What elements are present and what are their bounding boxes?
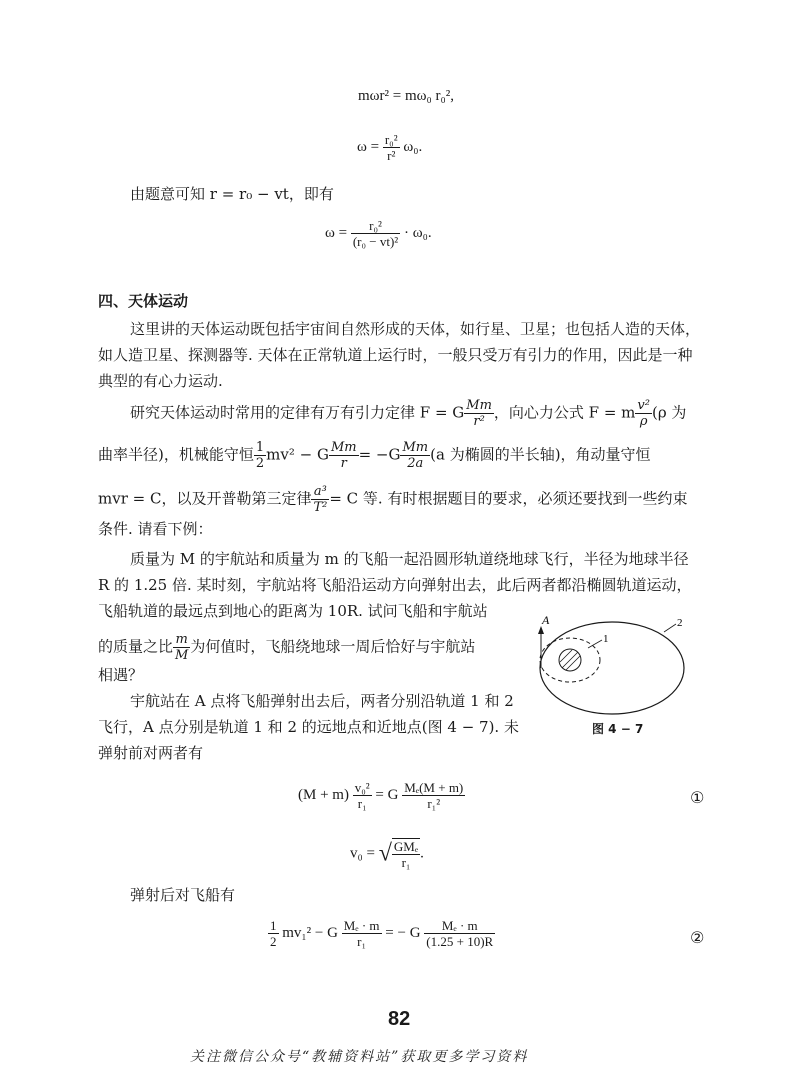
fraction-denominator: 2 [255,456,265,471]
fraction-numerator: a³ [311,484,329,500]
intro-line-1: 这里讲的天体运动既包括宇宙间自然形成的天体，如行星、卫星；也包括人造的天体， [130,320,701,338]
leader-2 [664,624,676,632]
label-1: 1 [603,633,609,645]
fraction-numerator: r₀² [351,218,400,234]
equation-1 [298,780,465,811]
fraction-numerator: 1 [255,440,265,455]
problem-line-3: 飞船轨道的最远点到地心的距离为 10R. 试问飞船和宇航站 [98,602,488,620]
equation-tag-1: ① [690,788,705,807]
fraction-numerator: GMₑ [393,839,419,854]
text: = −G [358,445,401,464]
fraction [424,918,495,949]
problem-line-5: 相遇？ [98,666,144,684]
fraction-numerator: v² [637,398,650,413]
fraction-denominator: M [175,648,189,663]
fraction-numerator: Mₑ(M + m) [404,780,464,795]
eq-end: . [420,845,424,862]
fraction-mass-ratio [173,632,190,663]
fraction-denominator: 2 [270,934,277,949]
fraction-sqrt [392,838,420,870]
text: (ρ 为 [651,403,687,422]
solution-line-3: 弹射前对两者有 [98,744,204,762]
eq-lhs: v₀ = [350,845,375,862]
problem-line-4 [98,632,475,663]
text: 为何值时，飞船绕地球一周后恰好与宇航站 [190,637,476,656]
orbit-figure [530,610,700,720]
fraction-gravity [464,398,494,429]
eq-lhs: ω = [357,138,380,155]
laws-line-2 [98,440,651,471]
fraction-numerator: m [173,632,190,648]
fraction-centripetal [635,398,652,429]
fraction-numerator: Mm [466,398,492,413]
fraction-denominator: T² [313,500,328,515]
label-2: 2 [677,617,683,629]
fraction-denominator: r [340,456,347,471]
leader-1 [588,640,602,648]
fraction-denominator: r₁² [427,796,441,811]
eq-mid: = − G [385,924,421,941]
equation-v0 [350,838,424,870]
fraction-numerator: v₀² [354,780,370,795]
solution-line-1: 宇航站在 A 点将飞船弹射出去后，两者分别沿轨道 1 和 2 [130,692,514,710]
fraction [353,780,372,811]
fraction [402,780,465,811]
equation-omega-time [325,218,432,249]
text: ，向心力公式 F = m [493,403,636,422]
fraction-denominator: r₁ [357,796,367,811]
intro-line-3: 典型的有心力运动. [98,372,223,390]
eq-lhs: ω = [325,224,348,241]
fraction-denominator: r₁ [357,934,367,949]
fraction [400,440,430,471]
label-A: A [542,613,550,627]
figure-caption: 图 4 − 7 [592,722,644,736]
fraction-numerator: Mₑ · m [343,918,380,933]
fraction [383,132,400,163]
footer-note: 关注微信公众号“教辅资料站”获取更多学习资料 [190,1049,529,1065]
equation-2 [268,918,495,949]
fraction-numerator: Mₑ · m [424,918,495,934]
page-number: 82 [388,1008,411,1030]
fraction-numerator: Mm [402,440,429,455]
text: 研究天体运动时常用的定律有万有引力定律 F = G [130,403,465,422]
arrow-head-icon [538,626,544,634]
problem-line-1: 质量为 M 的宇航站和质量为 m 的飞船一起沿圆形轨道绕地球飞行，半径为地球半径 [130,550,689,568]
fraction-denominator: ρ [639,414,648,429]
condition-text: 由题意可知 r = r₀ − vt，即有 [130,185,334,203]
fraction-denominator: r² [387,148,396,163]
fraction-denominator: r₁ [401,855,411,870]
solution-line-2: 飞行，A 点分别是轨道 1 和 2 的远地点和近地点(图 4 − 7). 未 [98,718,519,736]
fraction-half [254,440,266,471]
fraction-denominator: 2a [407,456,424,471]
fraction-denominator: (1.25 + 10)R [426,934,494,949]
problem-line-2: R 的 1.25 倍. 某时刻，宇航站将飞船沿运动方向弹射出去，此后两者都沿椭圆轨道运动， [98,576,692,594]
fraction-numerator: Mm [330,440,357,455]
text: mvr = C，以及开普勒第三定律 [98,489,312,508]
text: 曲率半径)，机械能守恒 [98,445,254,464]
fraction [342,918,382,949]
fraction [329,440,359,471]
fraction-denominator: (r₀ − vt)² [352,234,399,249]
text: mv² − G [266,445,329,464]
fraction-kepler [311,484,329,515]
eq-rhs: · ω₀. [403,224,432,241]
fraction-half [268,918,279,949]
fraction [351,218,400,249]
equation-angular-momentum: mωr² = mω₀ r₀², [358,88,454,104]
fraction-denominator: r² [473,414,485,429]
equation-omega [357,132,422,163]
text: = C 等. 有时根据题目的要求，必须还要找到一些约束 [329,489,688,508]
eq-lhs: (M + m) [298,786,349,803]
text: 的质量之比 [98,637,174,656]
laws-line-4: 条件. 请看下例： [98,520,213,538]
fraction-numerator: 1 [270,918,277,933]
orbit-2-ellipse [540,622,684,714]
eq-text: mv₁² − G [282,924,338,941]
laws-line-1 [130,398,686,429]
after-launch-text: 弹射后对飞船有 [130,886,236,904]
sqrt-icon: √ [378,840,392,867]
equation-tag-2: ② [690,928,705,947]
eq-mid: = G [375,786,399,803]
intro-line-2: 如人造卫星、探测器等. 天体在正常轨道上运行时，一般只受万有引力的作用，因此是一种 [98,346,693,364]
fraction-numerator: r₀² [384,132,398,147]
eq-rhs: ω₀. [403,138,423,155]
laws-line-3 [98,484,687,515]
section-heading: 四、天体运动 [98,292,189,310]
text: (a 为椭圆的半长轴)，角动量守恒 [430,445,651,464]
